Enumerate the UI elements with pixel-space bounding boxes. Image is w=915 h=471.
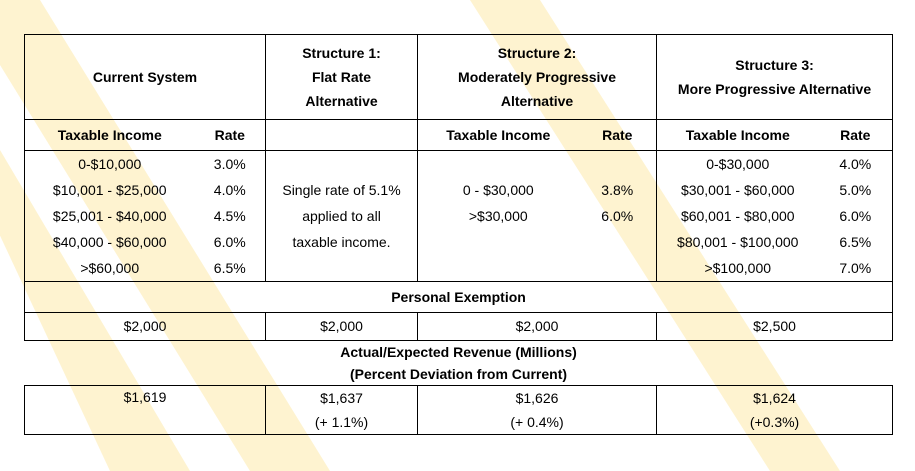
- s1-text-cell: Single rate of 5.1%: [266, 177, 418, 203]
- current-income-header: Taxable Income: [25, 120, 195, 151]
- s2-rate-cell: [579, 229, 657, 255]
- s3-income-cell: $60,001 - $80,000: [680, 207, 795, 224]
- revenue-s2-pct: (+ 0.4%): [418, 411, 657, 435]
- current-rate-cell: 6.0%: [195, 229, 266, 255]
- s2-rate-header: Rate: [579, 120, 657, 151]
- exemption-s3: $2,500: [657, 313, 893, 341]
- revenue-s1-pct: (+ 1.1%): [266, 411, 418, 435]
- revenue-s3-pct: (+0.3%): [657, 411, 893, 435]
- revenue-current: $1,619: [25, 386, 266, 435]
- current-income-cell: 0-$10,000: [25, 151, 195, 178]
- header-structure-1: Structure 1: Flat Rate Alternative: [266, 35, 418, 120]
- s2-income-cell: >$30,000: [468, 207, 528, 224]
- s1-subheader-empty: [266, 120, 418, 151]
- current-income-cell: $40,000 - $60,000: [25, 229, 195, 255]
- s2-income-header: Taxable Income: [418, 120, 579, 151]
- revenue-s2: $1,626: [418, 386, 657, 412]
- s3-rate-header: Rate: [819, 120, 893, 151]
- s1-text-cell: [266, 151, 418, 178]
- current-rate-cell: 3.0%: [195, 151, 266, 178]
- s1-text-cell: taxable income.: [266, 229, 418, 255]
- current-rate-cell: 4.5%: [195, 203, 266, 229]
- s2-rate-cell: [579, 255, 657, 282]
- s2-income-cell: [418, 151, 579, 178]
- s2-rate-cell: 3.8%: [579, 177, 657, 203]
- s2-rate-cell: 6.0%: [579, 203, 657, 229]
- s2-income-cell: [418, 255, 579, 282]
- s3-rate-cell: 6.5%: [819, 229, 893, 255]
- personal-exemption-title: Personal Exemption: [25, 282, 893, 313]
- s2-rate-cell: [579, 151, 657, 178]
- s3-rate-cell: 4.0%: [819, 151, 893, 178]
- s2-income-cell: 0 - $30,000: [462, 181, 534, 198]
- s2-income-cell: [418, 229, 579, 255]
- exemption-current: $2,000: [25, 313, 266, 341]
- tax-structure-table: [24, 34, 893, 435]
- current-rate-cell: 6.5%: [195, 255, 266, 282]
- s3-income-header: Taxable Income: [657, 120, 819, 151]
- s3-income-cell: 0-$30,000: [706, 155, 770, 172]
- revenue-s3: $1,624: [657, 386, 893, 412]
- header-structure-3: Structure 3: More Progressive Alternative: [657, 35, 893, 120]
- header-current-system: Current System: [25, 35, 266, 120]
- current-income-cell: $25,001 - $40,000: [25, 203, 195, 229]
- s1-text-cell: [266, 255, 418, 282]
- current-rate-cell: 4.0%: [195, 177, 266, 203]
- current-income-cell: $10,001 - $25,000: [25, 177, 195, 203]
- exemption-s1: $2,000: [266, 313, 418, 341]
- header-structure-2: Structure 2: Moderately Progressive Alternative: [418, 35, 657, 120]
- s3-rate-cell: 5.0%: [819, 177, 893, 203]
- current-rate-header: Rate: [195, 120, 266, 151]
- s3-rate-cell: 6.0%: [819, 203, 893, 229]
- exemption-s2: $2,000: [418, 313, 657, 341]
- s3-income-cell: >$100,000: [657, 255, 819, 282]
- s3-income-cell: $30,001 - $60,000: [680, 181, 795, 198]
- current-income-cell: >$60,000: [25, 255, 195, 282]
- revenue-s1: $1,637: [266, 386, 418, 412]
- s3-rate-cell: 7.0%: [819, 255, 893, 282]
- s1-text-cell: applied to all: [266, 203, 418, 229]
- revenue-title: Actual/Expected Revenue (Millions): [340, 343, 577, 360]
- s3-income-cell: $80,001 - $100,000: [677, 233, 799, 250]
- revenue-subtitle: (Percent Deviation from Current): [349, 365, 568, 382]
